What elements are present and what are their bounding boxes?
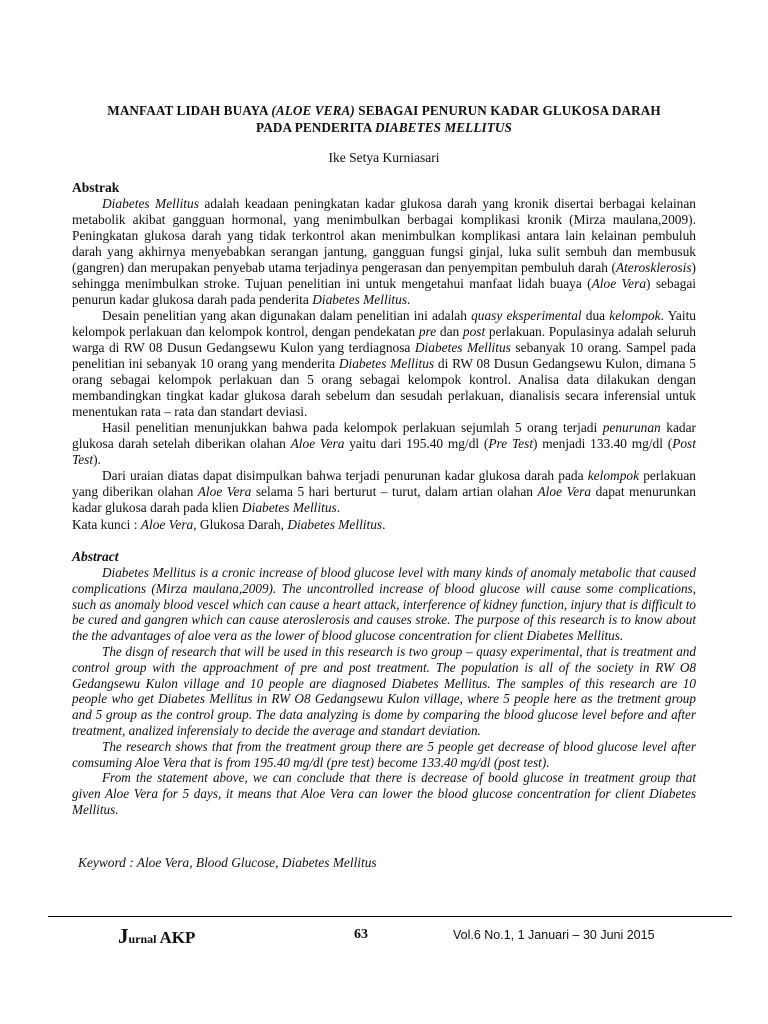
abstract-body [72,565,696,818]
abstract-paragraph-3: The research shows that from the treatment group there are 5 people get decrease of blood glucose level after comsuming Aloe Vera that is from 195.40 mg/dl (pre test) become 133.40 mg/dl (post test). [72,738,696,770]
abstrak-paragraph-3: Hasil penelitian menunjukkan bahwa pada kelompok perlakuan sejumlah 5 orang terjadi penurunan kadar glukosa darah setelah diberikan olahan Aloe Vera yaitu dari 195.40 mg/dl (Pre Test) menjadi 133.40 mg/dl (Post Test). [72,420,696,467]
abstrak-heading: Abstrak [72,180,120,195]
footer-divider [48,916,732,917]
abstrak-body [72,196,696,516]
keyword-line: Keyword : Aloe Vera, Blood Glucose, Diabetes Mellitus [78,855,377,870]
abstrak-paragraph-2: Desain penelitian yang akan digunakan dalam penelitian ini adalah quasy eksperimental dua kelompok. Yaitu kelompok perlakuan dan kelompok kontrol, dengan pendekatan pre dan post perlakuan. Populasinya adalah seluruh warga di RW 08 Dusun Gedangsewu Kulon yang terdiagnosa Diabetes Mellitus sebanyak 10 orang. Sampel pada penelitian ini sebanyak 10 orang yang menderita Diabetes Mellitus di RW 08 Dusun Gedangsewu Kulon, dimana 5 orang sebagai kelompok perlakuan dan 5 orang sebagai kelompok kontrol. Analisa data dilakukan dengan membandingkan tingkat kadar glukosa darah sebelum dan sesudah perlakuan, dianalisis secara inferensial untuk menentukan rata – rata dan standart deviasi. [72,308,696,419]
abstract-paragraph-1: Diabetes Mellitus is a cronic increase of blood glucose level with many kinds of anomaly metabolic that caused complications (Mirza maulana,2009). The uncontrolled increase of blood glucose will cause some complications, such as anomaly blood vescel which can cause a heart attack, interference of kidney function, injury that is difficult to be cured and gangren which can cause ateroslerosis and causes stroke. The purpose of this research is to know about the the advantages of aloe vera as the lower of blood glucose concentration for client Diabetes Mellitus. [72,565,696,644]
journal-name: Jurnal AKP [118,924,196,948]
title-line-1: MANFAAT LIDAH BUAYA (ALOE VERA) SEBAGAI PENURUN KADAR GLUKOSA DARAH [107,103,661,118]
kata-kunci: Kata kunci : Aloe Vera, Glukosa Darah, Diabetes Mellitus. [72,517,386,532]
abstract-heading: Abstract [72,549,119,564]
author-name: Ike Setya Kurniasari [328,150,440,165]
abstrak-paragraph-1: Diabetes Mellitus adalah keadaan peningkatan kadar glukosa darah yang kronik disertai berbagai kelainan metabolik akibat gangguan hormonal, yang menimbulkan berbagai komplikasi kronik (Mirza maulana,2009). Peningkatan glukosa darah yang tidak terkontrol akan menimbulkan komplikasi antara lain kelainan pembuluh darah yang akhirnya menyebabkan serangan jantung, gangguan fungsi ginjal, luka sulit sembuh dan membusuk (gangren) dan merupakan penyebab utama terjadinya pengerasan dan penyempitan pembuluh darah (Aterosklerosis) sehingga menimbulkan stroke. Tujuan penelitian ini untuk mengetahui manfaat lidah buaya (Aloe Vera) sebagai penurun kadar glukosa darah pada penderita Diabetes Mellitus. [72,196,696,307]
abstract-paragraph-4: From the statement above, we can conclude that there is decrease of boold glucose in treatment group that given Aloe Vera for 5 days, it means that Aloe Vera can lower the blood glucose concentration for client Diabetes Mellitus. [72,770,696,817]
title-line-2: PADA PENDERITA DIABETES MELLITUS [256,120,512,135]
abstrak-paragraph-4: Dari uraian diatas dapat disimpulkan bahwa terjadi penurunan kadar glukosa darah pada kelompok perlakuan yang diberikan olahan Aloe Vera selama 5 hari berturut – turut, dalam artian olahan Aloe Vera dapat menurunkan kadar glukosa darah pada klien Diabetes Mellitus. [72,468,697,515]
abstract-paragraph-2: The disgn of research that will be used in this research is two group – quasy experimental, that is treatment and control group with the approachment of pre and post treatment. The population is all of the society in RW O8 Gedangsewu Kulon village and 10 people are diagnosed Diabetes Mellitus. The samples of this research are 10 people who get Diabetes Mellitus in RW O8 Gedangsewu Kulon village, where 5 people here as the tretment group and 5 group as the control group. The data analyzing is dome by comparing the blood glucose level before and after treatment, analized inferensialy to decide the average and standart deviation. [72,643,696,738]
paper-title [72,102,696,136]
page-footer [0,924,768,954]
volume-info: Vol.6 No.1, 1 Januari – 30 Juni 2015 [453,928,655,942]
page-number: 63 [354,927,368,942]
